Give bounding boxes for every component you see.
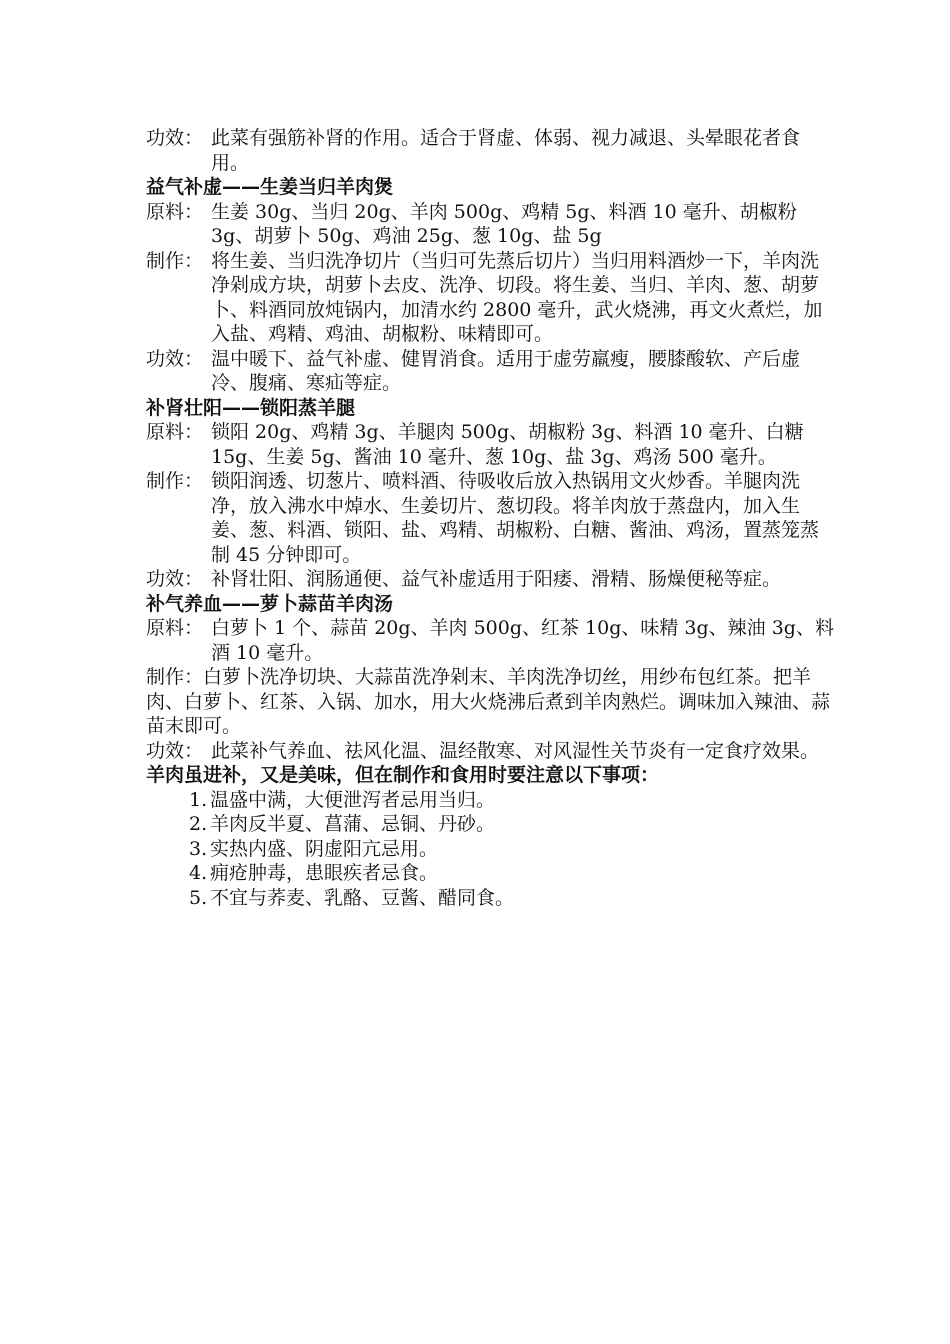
notes-title: 羊肉虽进补，又是美味，但在制作和食用时要注意以下事项：	[146, 764, 660, 786]
list-text: 不宜与荞麦、乳酪、豆酱、醋同食。	[210, 886, 515, 909]
effect-text: 此菜有强筋补肾的作用。适合于肾虚、体弱、视力减退、头晕眼花者食用。	[211, 127, 801, 174]
intro-effect	[146, 126, 836, 175]
list-text: 羊肉反半夏、菖蒲、忌铜、丹砂。	[210, 813, 496, 835]
list-text: 温盛中满，大便泄泻者忌用当归。	[210, 788, 496, 811]
list-item	[189, 812, 836, 837]
recipe-ingredients	[146, 616, 836, 665]
recipe-effect	[146, 347, 836, 396]
effect-text: 温中暖下、益气补虚、健胃消食。适用于虚劳羸瘦，腰膝酸软、产后虚冷、腹痛、寒疝等症。	[211, 347, 801, 394]
method-label: 制作：	[146, 249, 204, 272]
effect-label: 功效：	[146, 347, 204, 370]
method-label: 制作：	[146, 470, 204, 492]
list-item	[189, 837, 836, 862]
method-text: 白萝卜洗净切块、大蒜苗洗净剁末、羊肉洗净切丝，用纱布包红茶。把羊肉、白萝卜、红茶、入锅、加水，用大火烧沸后煮到羊肉熟烂。调味加入辣油、蒜苗末即可。	[146, 666, 831, 737]
ingredients-text: 白萝卜 1 个、蒜苗 20g、羊肉 500g、红茶 10g、味精 3g、辣油 3g、料酒 10 毫升。	[211, 617, 834, 664]
recipe-ingredients	[146, 200, 836, 249]
ingredients-label: 原料：	[146, 617, 204, 639]
effect-text: 补肾壮阳、润肠通便、益气补虚适用于阳痿、滑精、肠燥便秘等症。	[211, 568, 782, 590]
recipe-effect	[146, 739, 836, 764]
list-text: 实热内盛、阴虚阳亢忌用。	[210, 837, 439, 860]
list-item	[189, 886, 836, 911]
notes-list	[146, 788, 836, 911]
recipe-effect	[146, 567, 836, 592]
effect-label: 功效：	[146, 127, 204, 149]
list-number: 3.	[189, 837, 208, 860]
recipe-method	[146, 469, 836, 567]
method-text: 锁阳润透、切葱片、喷料酒、待吸收后放入热锅用文火炒香。羊腿肉洗净，放入沸水中焯水、生姜切片、葱切段。将羊肉放于蒸盘内，加入生姜、葱、料酒、锁阳、盐、鸡精、胡椒粉、白糖、酱油、鸡汤，置蒸笼蒸制 45 分钟即可。	[211, 470, 820, 566]
list-text: 痈疮肿毒，患眼疾者忌食。	[210, 862, 439, 884]
effect-label: 功效：	[146, 739, 204, 762]
recipe-ingredients	[146, 420, 836, 469]
recipe-title: 益气补虚——生姜当归羊肉煲	[146, 176, 394, 198]
method-text: 将生姜、当归洗净切片（当归可先蒸后切片）当归用料酒炒一下，羊肉洗净剁成方块，胡萝卜去皮、洗净、切段。将生姜、当归、羊肉、葱、胡萝卜、料酒同放炖锅内，加清水约 2800 毫升，武火烧沸，再文火煮烂，加入盐、鸡精、鸡油、胡椒粉、味精即可。	[211, 249, 823, 345]
list-number: 1.	[189, 788, 208, 811]
list-item	[189, 788, 836, 813]
recipe-title: 补肾壮阳——锁阳蒸羊腿	[146, 396, 356, 419]
recipe-title: 补气养血——萝卜蒜苗羊肉汤	[146, 592, 394, 615]
ingredients-label: 原料：	[146, 200, 204, 223]
list-item	[189, 861, 836, 886]
method-label: 制作：	[146, 666, 204, 688]
recipe-method	[146, 665, 836, 739]
ingredients-text: 生姜 30g、当归 20g、羊肉 500g、鸡精 5g、料酒 10 毫升、胡椒粉 3g、胡萝卜 50g、鸡油 25g、葱 10g、盐 5g	[211, 200, 797, 247]
ingredients-label: 原料：	[146, 421, 204, 443]
effect-label: 功效：	[146, 568, 204, 590]
list-number: 5.	[189, 886, 208, 909]
list-number: 2.	[189, 813, 208, 835]
ingredients-text: 锁阳 20g、鸡精 3g、羊腿肉 500g、胡椒粉 3g、料酒 10 毫升、白糖 15g、生姜 5g、酱油 10 毫升、葱 10g、盐 3g、鸡汤 500 毫升。	[211, 421, 804, 468]
effect-text: 此菜补气养血、祛风化温、温经散寒、对风湿性关节炎有一定食疗效果。	[211, 739, 820, 762]
document-body	[146, 126, 836, 910]
recipe-method	[146, 249, 836, 347]
list-number: 4.	[189, 862, 208, 884]
